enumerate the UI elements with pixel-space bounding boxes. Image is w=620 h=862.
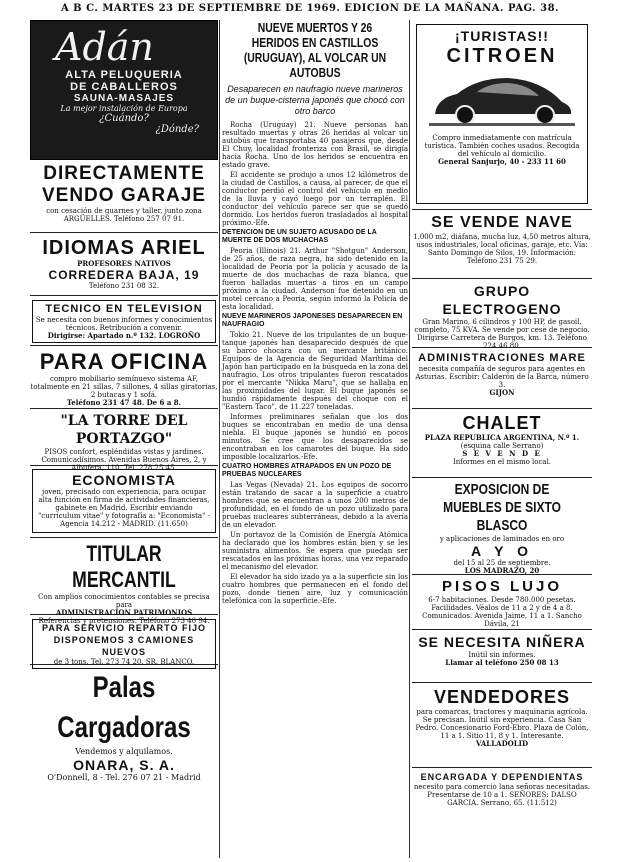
news-subhead: CUATRO HOMBRES ATRAPADOS EN UN POZO DE PRUEBAS NUCLEARES xyxy=(222,463,392,478)
expo-line2: A Y O xyxy=(470,543,534,559)
reparto-line3: de 3 tons. Tel. 273 74 20. SR. BLANCO. xyxy=(53,658,195,666)
oficina-tel: Teléfono 231 47 48. De 6 a 8. xyxy=(66,398,182,407)
ad-pisos xyxy=(412,575,592,630)
garaje-body: con cesación de guarnes y taller, junto zona ARGÜELLES. Teléfono 257 07 91. xyxy=(46,207,202,223)
news-paragraph: Informes preliminares señalan que los dos buques se encontraban en medio de una densa niebla. El buque japonés se hundió en pocos minutos. Se cree que los desaparecidos se encontraban en los camarotes del buque. Ha sido imposible localizarlos.-Efe. xyxy=(222,413,408,461)
grupo-title: GRUPO ELECTROGENO xyxy=(442,283,562,317)
garaje-title1: DIRECTAMENTE xyxy=(43,163,205,184)
torre-body: PISOS confort, espléndidas vistas y jardines. Comunicadísimos. Avenidas Buenos Aires, 2, y Albufera, 110. Tel. 278 25 45. xyxy=(41,448,207,472)
grupo-body: Gran Marino, 6 cilindros y 100 HP, de gasoil, completo, 75 KVA. Se vende por cese de negocio. Dirigirse Carretera de Burgos, km. 13. Teléfono 224 46 80. xyxy=(414,318,590,350)
mare-city: GIJON xyxy=(489,388,515,397)
expo-line3: del 15 al 25 de septiembre. xyxy=(453,559,551,567)
ariel-line2: CORREDERA BAJA, 19 xyxy=(48,268,200,282)
citroen-addr: General Sanjurjo, 40 - 233 11 60 xyxy=(438,157,566,166)
column-news xyxy=(222,20,408,607)
ad-titular xyxy=(30,538,218,625)
ninera-line1: Inútil sin informes. xyxy=(468,651,536,659)
nave-body: 1.000 m2, diáfana, mucha luz, 4,50 metros altura, usos industriales, local oficinas, garaje, etc. Vía: Santo Domingo de Silos, 19. Información: Teléfono 231 75 29. xyxy=(413,233,591,265)
ariel-title: IDIOMAS ARIEL xyxy=(42,237,206,259)
palas-line2: ONARA, S. A. xyxy=(73,757,175,773)
pisos-title: PISOS LUJO xyxy=(441,578,563,595)
citroen-line2: CITROEN xyxy=(446,45,558,67)
mare-title: ADMINISTRACIONES MARE xyxy=(418,352,586,364)
ad-vendedores xyxy=(412,683,592,768)
column-left xyxy=(30,20,218,782)
tecnico-title: TECNICO EN TELEVISION xyxy=(45,303,203,315)
ad-economista xyxy=(30,466,218,538)
ad-tecnico xyxy=(30,296,218,346)
news-paragraph: El accidente se produjo a unos 12 kilómetros de la ciudad de Castillos, a causa, al parecer, de que el conductor perdió el control del vehículo en medio de la lluvia y cayó luego por un terraplén. El conductor del vehículo parece ser que se quedó dormido. Los heridos fueron trasladados al hospital próximo.-Efe. xyxy=(222,171,408,227)
palas-title: Palas Cargadoras xyxy=(57,671,191,744)
vendedores-city: VALLADOLID xyxy=(475,739,529,748)
ad-chalet xyxy=(412,409,592,478)
expo-line4: LOS MADRAZO, 20 xyxy=(464,566,540,575)
oficina-title: PARA OFICINA xyxy=(39,349,209,374)
chalet-line1: PLAZA REPUBLICA ARGENTINA, N.º 1. xyxy=(424,433,580,442)
citroen-body: Compro inmediatamente con matrícula turística. También coches usados. Recogida del vehículo al domicilio. xyxy=(424,134,580,158)
ad-torre xyxy=(30,409,218,472)
garaje-title2: VENDO GARAJE xyxy=(41,185,207,206)
adan-line3: SAUNA-MASAJES xyxy=(73,93,175,104)
news-paragraph: Peoria (Illinois) 21. Arthur "Shotgun" Anderson, de 25 años, de raza negra, ha sido detenido en la localidad de Peoria por la policía y acusado de la muerte de dos muchachas de raza blanca, que fueron halladas muertas a tiros en un campo próximo a la ciudad. Anderson fue detenido en un motel cercano a Peoria, según informó la Policía de esta localidad. xyxy=(222,247,408,311)
palas-line3: O'Donnell, 8 - Tel. 276 07 21 - Madrid xyxy=(47,773,201,782)
news-paragraph: Tokio 21. Nueve de los tripulantes de un buque-tanque japonés han desaparecido después de que su barco chocara con un mercante británico. Equipos de la Agencia de Seguridad Marítima del Japón han participado en la búsqueda en la zona del naufragio. Los otros tripulantes fueron rescatados por el mercante "Nikka Maru", que se hallaba en las proximidades del lugar. El buque japonés se hundió rápidamente después del choque con el "Eastern Taco", de 11.227 toneladas. xyxy=(222,331,408,411)
adan-line5: ¿Cuándo? xyxy=(99,113,149,124)
oficina-body: compro mobiliario semínuevo sistema AF, totalmente en 21 sillas, 7 sillones, 4 sillas giratorias, 2 butacas y 1 sofá. xyxy=(30,375,218,399)
titular-ref: Referencias y pretensiones. Teléfono 273 40 94. xyxy=(38,617,210,625)
ad-citroen xyxy=(412,20,592,210)
ad-palas xyxy=(30,665,218,782)
ad-grupo xyxy=(412,279,592,348)
expo-title: EXPOSICION DE MUEBLES DE SIXTO BLASCO xyxy=(443,481,561,534)
adan-line6: ¿Dónde? xyxy=(155,124,199,135)
ad-garaje xyxy=(30,160,218,233)
vendedores-body: para comarcas, tractores y maquinaria agrícola. Se precisan. Inútil sin experiencia. Casa San Pedro. Concesionario Ford-Ebro. Plaza de Colón, 11 a 1. Sitio 11, 8 y 1. Interesante. xyxy=(415,708,589,740)
column-rule xyxy=(409,20,410,858)
column-rule xyxy=(219,20,220,858)
torre-title: "LA TORRE DEL PORTAZGO" xyxy=(60,413,188,447)
adan-line1: ALTA PELUQUERIA xyxy=(65,69,183,81)
ad-ninera xyxy=(412,630,592,683)
ariel-line3: Teléfono 231 08 32. xyxy=(88,282,160,290)
adan-logo: Adán xyxy=(55,25,154,69)
page-header: A B C. MARTES 23 DE SEPTIEMBRE DE 1969. EDICION DE LA MAÑANA. PAG. 38. xyxy=(60,3,560,14)
tecnico-addr: Dirigirse: Apartado n.º 132. LOGROÑO xyxy=(47,331,201,340)
vendedores-title: VENDEDORES xyxy=(433,687,571,707)
reparto-line2: DISPONEMOS 3 CAMIONES NUEVOS xyxy=(53,635,195,657)
ninera-line2: Llamar al teléfono 250 08 13 xyxy=(445,658,559,667)
reparto-line1: PARA SERVICIO REPARTO FIJO xyxy=(41,623,207,633)
ariel-line1: PROFESORES NATIVOS xyxy=(77,259,171,268)
tecnico-body: Se necesita con buenos informes y conocimientos técnicos. Retribución a convenir. xyxy=(35,316,213,332)
citroen-line1: ¡TURISTAS!! xyxy=(455,28,549,44)
news-deck: Desaparecen en naufragio nueve marineros de un buque-cisterna japonés que chocó con otro barco xyxy=(225,84,405,116)
ad-reparto xyxy=(30,615,218,665)
economista-title: ECONOMISTA xyxy=(72,472,176,488)
news-headline: NUEVE MUERTOS Y 26 HERIDOS EN CASTILLOS (URUGUAY), AL VOLCAR UN AUTOBUS xyxy=(243,20,387,80)
mare-body: necesita compañía de seguros para agentes en Asturias. Escribir: Calderón de la Barca, número 3. xyxy=(415,365,589,389)
ad-mare xyxy=(412,348,592,409)
adan-line4: La mejor instalación de Europa xyxy=(60,104,188,113)
titular-org: ADMINISTRACION PATRIMONIOS xyxy=(55,608,193,617)
chalet-line4: Informes en el mismo local. xyxy=(452,458,552,466)
ad-ariel xyxy=(30,233,218,296)
car-icon xyxy=(427,68,577,130)
news-paragraph: El elevador ha sido izado ya a la superficie sin los cuatro hombres que permanecen en el fondo del pozo, donde tienen aire, luz y comunicación telefónica con la superficie.-Efe. xyxy=(222,573,408,605)
column-right xyxy=(412,20,592,814)
palas-line1: Vendemos y alquilamos. xyxy=(75,747,173,756)
ninera-title: SE NECESITA NIÑERA xyxy=(418,634,586,650)
news-paragraph: Un portavoz de la Comisión de Energía Atómica ha declarado que los hombres están bien y se les suministra alimentos. Se espera que puedan ser rescatados en las próximas horas, una vez reparado el mecanismo del elevador. xyxy=(222,531,408,571)
titular-title: TITULAR MERCANTIL xyxy=(72,541,176,592)
ad-dependientas xyxy=(412,768,592,814)
adan-line2: DE CABALLEROS xyxy=(70,81,178,93)
dependientas-body: necesito para comercio lana señoras necesitadas. Presentarse de 10 a 1. SEÑORES: DALSO GARCIA. Serrano, 65. (11.512) xyxy=(413,783,591,807)
dependientas-title: ENCARGADA Y DEPENDIENTAS xyxy=(420,772,584,782)
news-subhead: NUEVE MARINEROS JAPONESES DESAPARECEN EN NAUFRAGIO xyxy=(222,313,403,328)
chalet-line2: (esquina calle Serrano) xyxy=(460,442,544,450)
ad-oficina xyxy=(30,346,218,409)
ad-nave xyxy=(412,210,592,279)
ad-adan xyxy=(30,20,218,160)
news-subhead: DETENCION DE UN SUJETO ACUSADO DE LA MUERTE DE DOS MUCHACHAS xyxy=(222,229,377,244)
news-paragraph: Las Vegas (Nevada) 21. Los equipos de socorro están tratando de sacar a la superficie a cuatro hombres que se encuentran a unos 200 metros de profundidad, en el fondo de un pozo utilizado para pruebas nucleares subterráneas, debido a la avería de un elevador. xyxy=(222,481,408,529)
nave-title: SE VENDE NAVE xyxy=(431,214,573,231)
expo-line1: y aplicaciones de laminados en oro xyxy=(439,535,565,543)
ad-expo xyxy=(412,478,592,575)
news-paragraph: Rocha (Uruguay) 21. Nueve personas han resultado muertas y otras 26 heridas al volcar un autobús que transportaba 40 pasajeros que, desde El Chuy, localidad fronteriza con Brasil, se dirigía hacia Rocha. Uno de los heridos se encuentra en estado grave. xyxy=(222,121,408,169)
titular-body: Con amplios conocimientos contables se precisa para xyxy=(38,593,210,609)
pisos-body: 6-7 habitaciones. Desde 780.000 pesetas. Facilidades. Véalos de 11 a 2 y de 4 a 8. Comunicados. Avenida Jaime, 11 a 1. Sancho Dávila, 21 xyxy=(422,596,582,628)
chalet-title: CHALET xyxy=(462,413,542,433)
chalet-line3: S E V E N D E xyxy=(462,449,542,458)
economista-body: joven, precisado con experiencia, para ocupar alta función en firma de actividades financieras, gabinete en Madrid. Escribir enviando "curriculum vitae" y fotografía a: "Economista" - Agencia 14.212 - MADRID. (11.650) xyxy=(38,488,210,528)
